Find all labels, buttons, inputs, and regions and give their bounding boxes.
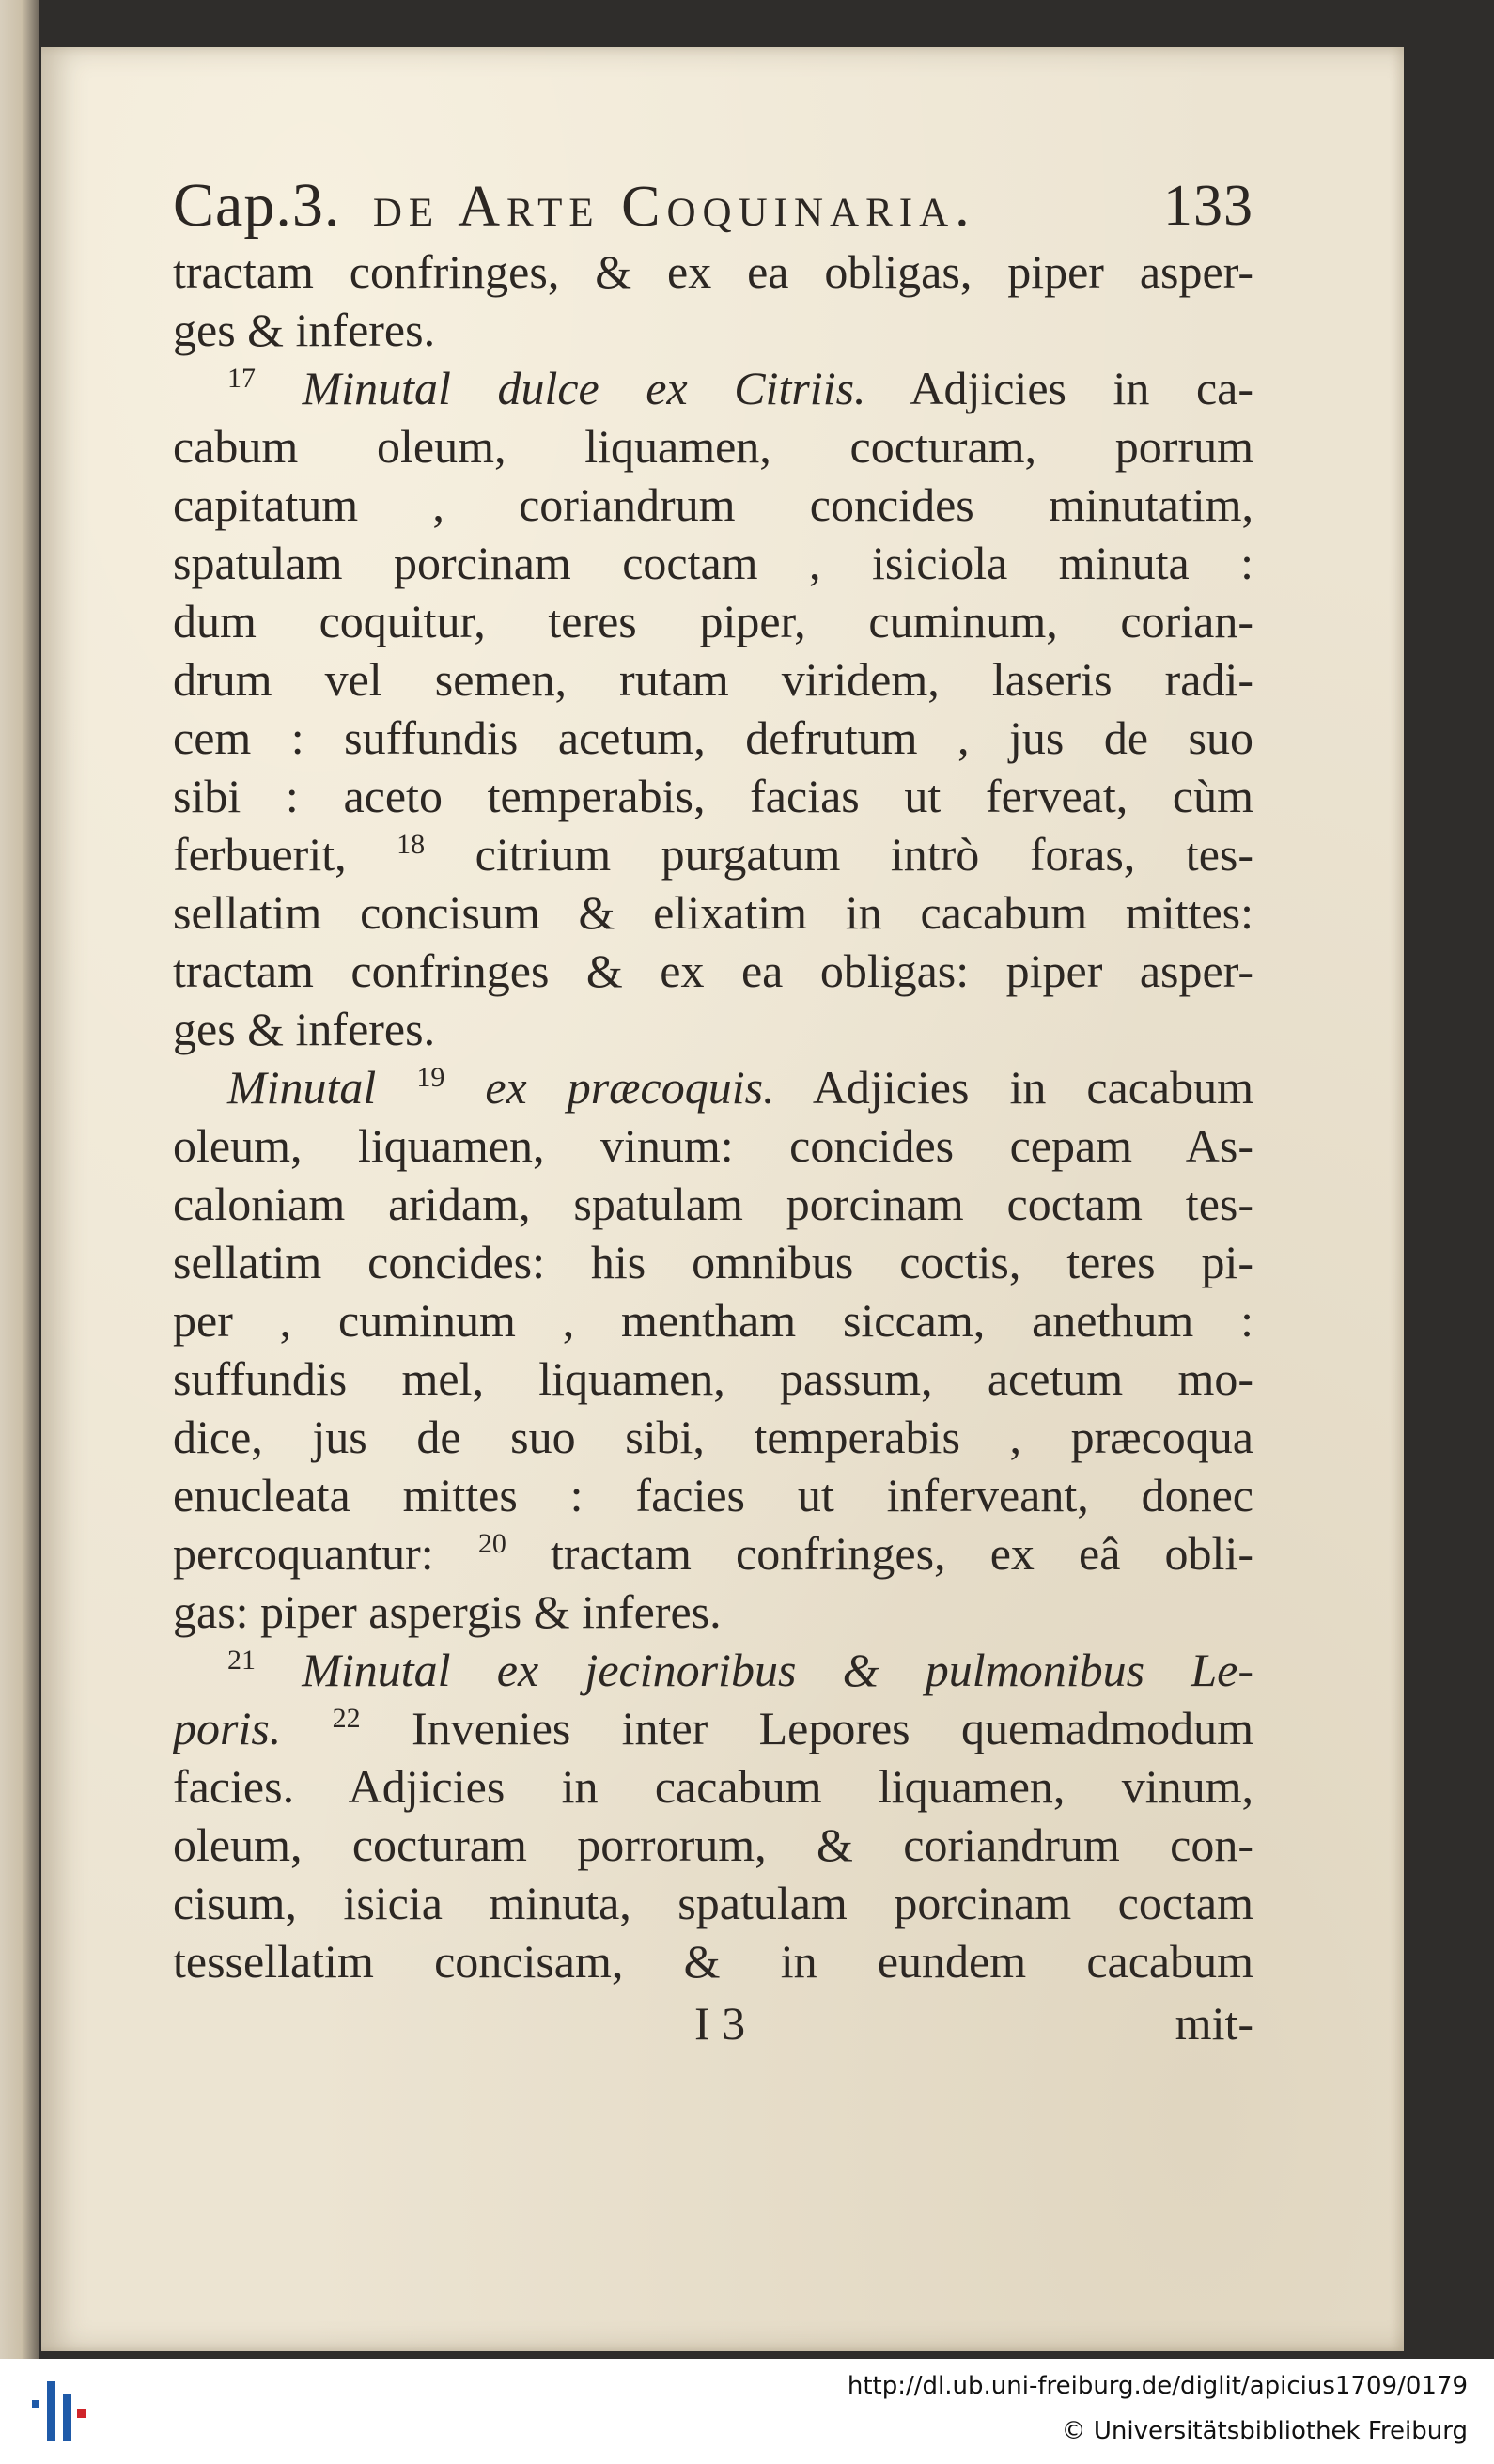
recipe-title: Minutal ex jecinoribus & pulmonibus Le- [302, 1644, 1253, 1696]
text-span: oleum, liquamen, vinum: concides cepam As- [173, 1119, 1253, 1172]
text-line [173, 1000, 1253, 1058]
text-span [256, 1644, 302, 1696]
recipe-title: poris. [173, 1702, 282, 1754]
text-span: ges & inferes. [173, 1003, 436, 1055]
text-span [281, 1702, 332, 1754]
text-span: caloniam aridam, spatulam porcinam coctam tes- [173, 1177, 1253, 1230]
text-line [173, 767, 1253, 825]
text-span: per , cuminum , mentham siccam, anethum : [173, 1294, 1253, 1347]
catchword: mit- [1175, 1997, 1253, 2050]
text-line [173, 1233, 1253, 1291]
text-line [173, 534, 1253, 592]
text-line [173, 359, 1253, 417]
text-line [173, 1524, 1253, 1583]
text-span: Adjicies in ca- [865, 362, 1253, 414]
text-span [256, 362, 303, 414]
text-line [173, 1583, 1253, 1641]
text-span: suffundis mel, liquamen, passum, acetum mo- [173, 1352, 1253, 1405]
text-span: drum vel semen, rutam viridem, laseris radi- [173, 653, 1253, 706]
running-head [173, 169, 1253, 242]
text-line [173, 1466, 1253, 1524]
text-span: sellatim concides: his omnibus coctis, teres pi- [173, 1236, 1253, 1288]
note-number: 22 [332, 1703, 361, 1734]
ub-freiburg-logo-icon [21, 2372, 96, 2451]
text-span: tractam confringes, & ex ea obligas, piper asper- [173, 245, 1253, 298]
page-text [173, 169, 1253, 2056]
text-line [173, 242, 1253, 301]
text-span: cabum oleum, liquamen, cocturam, porrum [173, 420, 1253, 473]
source-url[interactable]: http://dl.ub.uni-freiburg.de/diglit/apicius1709/0179 [847, 2372, 1468, 2400]
text-span: ges & inferes. [173, 304, 436, 356]
text-line [173, 1816, 1253, 1874]
text-span: tessellatim concisam, & in eundem cacabum [173, 1935, 1253, 1988]
text-span: sibi : aceto temperabis, facias ut ferveat, cùm [173, 770, 1253, 822]
book-title: de Arte Coquinaria. [372, 175, 976, 239]
text-line [173, 1291, 1253, 1349]
book-cover-edge [0, 0, 39, 2359]
signature-mark: I 3 [694, 1997, 746, 2050]
recipe-title: Minutal dulce ex Citriis. [302, 362, 866, 414]
text-span: tractam confringes, ex eâ obli- [506, 1527, 1253, 1580]
recipe-title: ex præcoquis. [444, 1061, 775, 1114]
text-line [173, 1349, 1253, 1408]
chapter-label: Cap.3. [173, 171, 341, 240]
text-span: tractam confringes & ex ea obligas: piper asper- [173, 944, 1253, 997]
text-span: spatulam porcinam coctam , isiciola minuta : [173, 537, 1253, 589]
text-span: capitatum , coriandrum concides minutatim, [173, 478, 1253, 531]
text-line [173, 1058, 1253, 1116]
text-span: gas: piper aspergis & inferes. [173, 1585, 722, 1638]
text-line [173, 1408, 1253, 1466]
text-span: enucleata mittes : facies ut inferveant, donec [173, 1469, 1253, 1521]
text-line [173, 592, 1253, 650]
text-line [173, 1699, 1253, 1757]
note-number: 17 [227, 363, 256, 394]
text-span: oleum, cocturam porrorum, & coriandrum con- [173, 1818, 1253, 1871]
text-line [173, 1757, 1253, 1816]
text-line [173, 825, 1253, 883]
page-foot [173, 1990, 1253, 2056]
recipe-title: Minutal [227, 1061, 417, 1114]
text-span: facies. Adjicies in cacabum liquamen, vinum, [173, 1760, 1253, 1813]
text-span: Invenies inter Lepores quemadmodum [360, 1702, 1253, 1754]
text-span: cem : suffundis acetum, defrutum , jus de suo [173, 711, 1253, 764]
text-line [173, 301, 1253, 359]
text-line [173, 1116, 1253, 1175]
text-span: Adjicies in cacabum [774, 1061, 1253, 1114]
page-number: 133 [1163, 174, 1253, 238]
note-number: 18 [397, 829, 426, 860]
text-line [173, 883, 1253, 942]
text-span: dice, jus de suo sibi, temperabis , præcoqua [173, 1411, 1253, 1463]
text-span: sellatim concisum & elixatim in cacabum mittes: [173, 886, 1253, 939]
book-page [41, 47, 1404, 2351]
text-span: citrium purgatum intrò foras, tes- [425, 828, 1253, 881]
text-line [173, 1641, 1253, 1699]
text-span: dum coquitur, teres piper, cuminum, corian- [173, 595, 1253, 647]
text-line [173, 1874, 1253, 1932]
note-number: 21 [227, 1645, 256, 1676]
text-line [173, 650, 1253, 709]
text-lines [173, 242, 1253, 1990]
text-line [173, 709, 1253, 767]
text-span: ferbuerit, [173, 828, 397, 881]
text-line [173, 476, 1253, 534]
text-line [173, 417, 1253, 476]
text-line [173, 1932, 1253, 1990]
text-line [173, 942, 1253, 1000]
text-span: percoquantur: [173, 1527, 478, 1580]
copyright-notice: © Universitätsbibliothek Freiburg [1061, 2417, 1468, 2445]
note-number: 20 [477, 1528, 506, 1559]
note-number: 19 [416, 1062, 445, 1093]
text-span: cisum, isicia minuta, spatulam porcinam coctam [173, 1877, 1253, 1929]
text-line [173, 1175, 1253, 1233]
footer-bar [0, 2359, 1494, 2464]
